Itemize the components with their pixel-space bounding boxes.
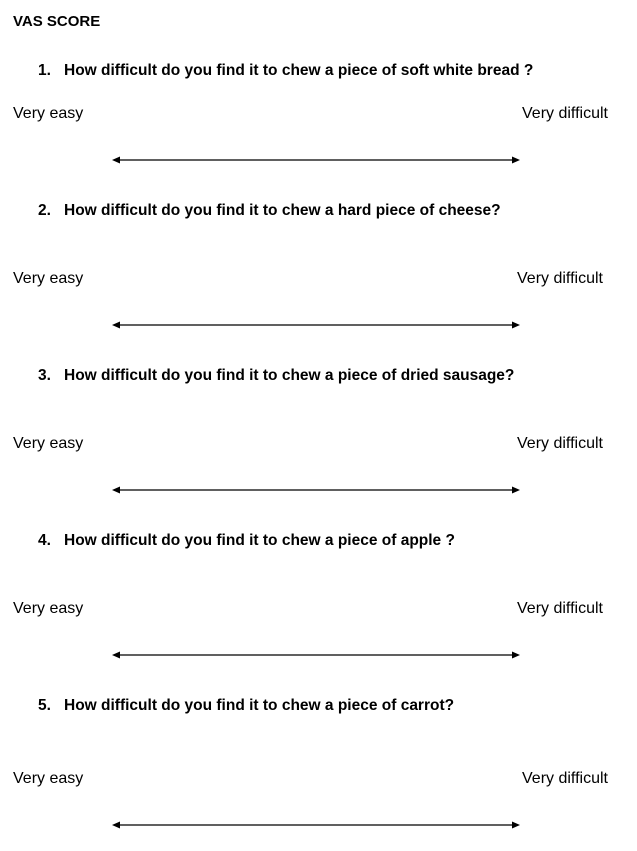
question-number: 2.: [38, 202, 51, 219]
question-text: How difficult do you find it to chew a piece of carrot?: [64, 697, 455, 714]
right-arrowhead-icon: [512, 487, 520, 494]
scale-left-anchor: Very easy: [13, 770, 84, 787]
question-4: [38, 531, 455, 551]
scale-left-anchor: Very easy: [13, 270, 84, 287]
question-text: How difficult do you find it to chew a hard piece of cheese?: [64, 202, 501, 219]
scale-right-anchor: Very difficult: [522, 105, 608, 122]
right-arrowhead-icon: [512, 322, 520, 329]
scale-left-anchor: Very easy: [13, 105, 84, 122]
visual-analog-scale-3[interactable]: [112, 485, 520, 495]
right-arrowhead-icon: [512, 822, 520, 829]
scale-left-anchor: Very easy: [13, 435, 84, 452]
left-arrowhead-icon: [112, 322, 120, 329]
left-arrowhead-icon: [112, 487, 120, 494]
question-number: 1.: [38, 62, 51, 79]
visual-analog-scale-1[interactable]: [112, 155, 520, 165]
visual-analog-scale-5[interactable]: [112, 820, 520, 830]
left-arrowhead-icon: [112, 652, 120, 659]
page-title: VAS SCORE: [13, 13, 101, 30]
question-1: [38, 61, 533, 81]
question-3: [38, 366, 514, 386]
question-2: [38, 201, 501, 221]
question-text: How difficult do you find it to chew a piece of apple ?: [64, 532, 455, 549]
visual-analog-scale-2[interactable]: [112, 320, 520, 330]
question-text: How difficult do you find it to chew a piece of soft white bread ?: [64, 62, 534, 79]
question-number: 3.: [38, 367, 51, 384]
question-number: 5.: [38, 697, 51, 714]
right-arrowhead-icon: [512, 652, 520, 659]
left-arrowhead-icon: [112, 822, 120, 829]
scale-right-anchor: Very difficult: [517, 270, 603, 287]
visual-analog-scale-4[interactable]: [112, 650, 520, 660]
right-arrowhead-icon: [512, 157, 520, 164]
scale-right-anchor: Very difficult: [517, 600, 603, 617]
left-arrowhead-icon: [112, 157, 120, 164]
question-number: 4.: [38, 532, 51, 549]
scale-right-anchor: Very difficult: [522, 770, 608, 787]
scale-left-anchor: Very easy: [13, 600, 84, 617]
question-5: [38, 696, 454, 716]
scale-right-anchor: Very difficult: [517, 435, 603, 452]
question-text: How difficult do you find it to chew a piece of dried sausage?: [64, 367, 515, 384]
